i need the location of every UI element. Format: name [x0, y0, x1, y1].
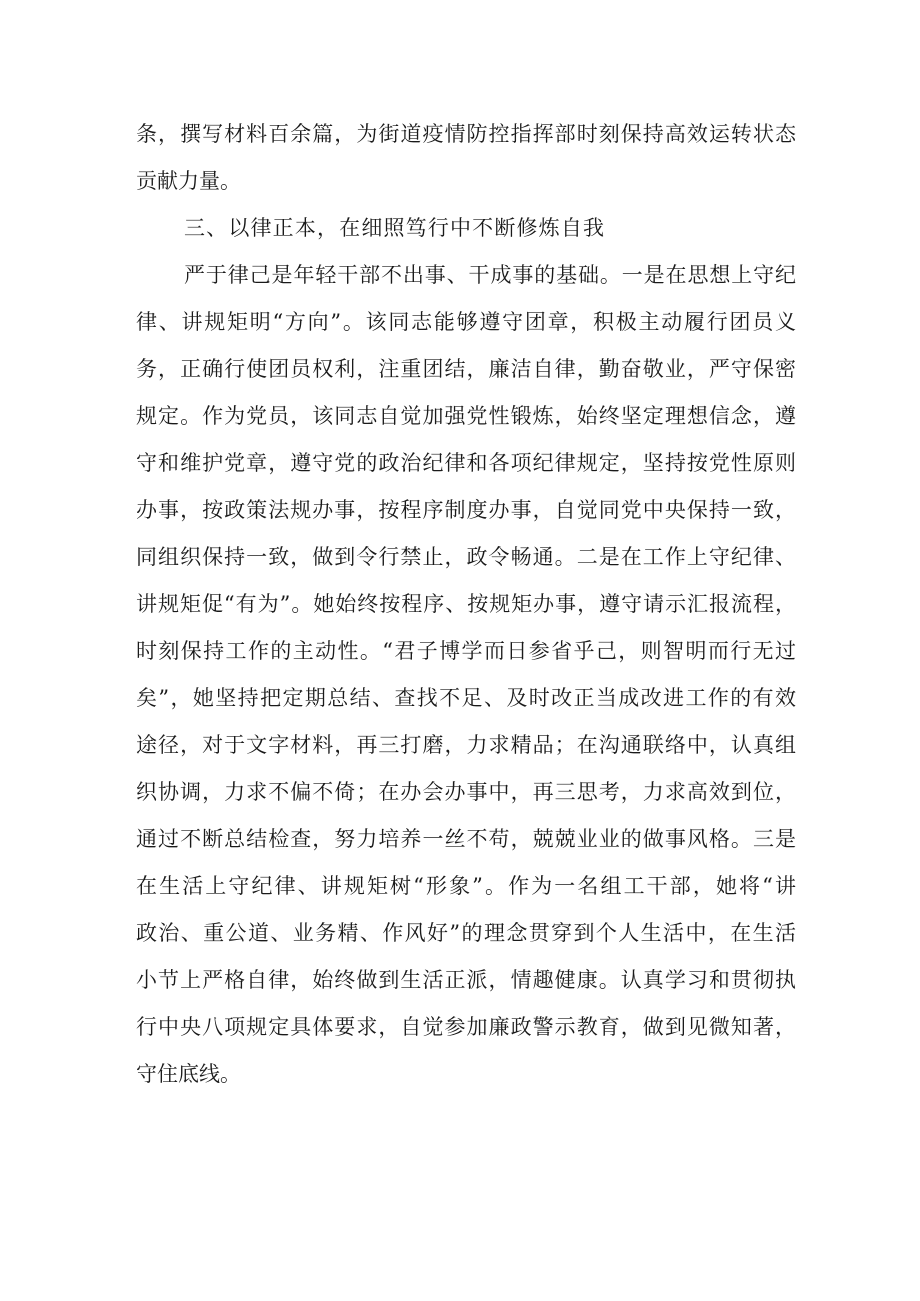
paragraph-line: 规定。作为党员，该同志自觉加强党性锻炼，始终坚定理想信念，遵	[136, 404, 796, 428]
paragraph-line: 在生活上守纪律、讲规矩树“形象”。作为一名组工干部，她将“讲	[136, 874, 796, 898]
paragraph-line: 通过不断总结检查，努力培养一丝不苟，兢兢业业的做事风格。三是	[136, 827, 796, 851]
text-line: 条，撰写材料百余篇，为街道疫情防控指挥部时刻保持高效运转状态	[136, 122, 796, 146]
paragraph-line: 律、讲规矩明“方向”。该同志能够遵守团章，积极主动履行团员义	[136, 310, 796, 334]
paragraph-line: 严于律己是年轻干部不出事、干成事的基础。一是在思想上守纪	[184, 263, 796, 287]
paragraph-line: 同组织保持一致，做到令行禁止，政令畅通。二是在工作上守纪律、	[136, 545, 796, 569]
paragraph-line: 守和维护党章，遵守党的政治纪律和各项纪律规定，坚持按党性原则	[136, 451, 796, 475]
paragraph-line: 途径，对于文字材料，再三打磨，力求精品；在沟通联络中，认真组	[136, 733, 796, 757]
paragraph-line: 行中央八项规定具体要求，自觉参加廉政警示教育，做到见微知著，	[136, 1015, 796, 1039]
paragraph-line: 矣”，她坚持把定期总结、查找不足、及时改正当成改进工作的有效	[136, 686, 796, 710]
paragraph-line: 时刻保持工作的主动性。“君子博学而日参省乎己，则智明而行无过	[136, 639, 796, 663]
paragraph-line: 织协调，力求不偏不倚；在办会办事中，再三思考，力求高效到位，	[136, 780, 796, 804]
paragraph-line: 务，正确行使团员权利，注重团结，廉洁自律，勤奋敬业，严守保密	[136, 357, 796, 381]
section-heading: 三、以律正本，在细照笃行中不断修炼自我	[184, 216, 604, 240]
paragraph-line: 政治、重公道、业务精、作风好”的理念贯穿到个人生活中，在生活	[136, 921, 796, 945]
paragraph-line: 守住底线。	[136, 1062, 241, 1086]
paragraph-line: 办事，按政策法规办事，按程序制度办事，自觉同党中央保持一致，	[136, 498, 796, 522]
text-line: 贡献力量。	[136, 169, 241, 193]
paragraph-line: 小节上严格自律，始终做到生活正派，情趣健康。认真学习和贯彻执	[136, 968, 796, 992]
paragraph-line: 讲规矩促“有为”。她始终按程序、按规矩办事，遵守请示汇报流程，	[136, 592, 796, 616]
